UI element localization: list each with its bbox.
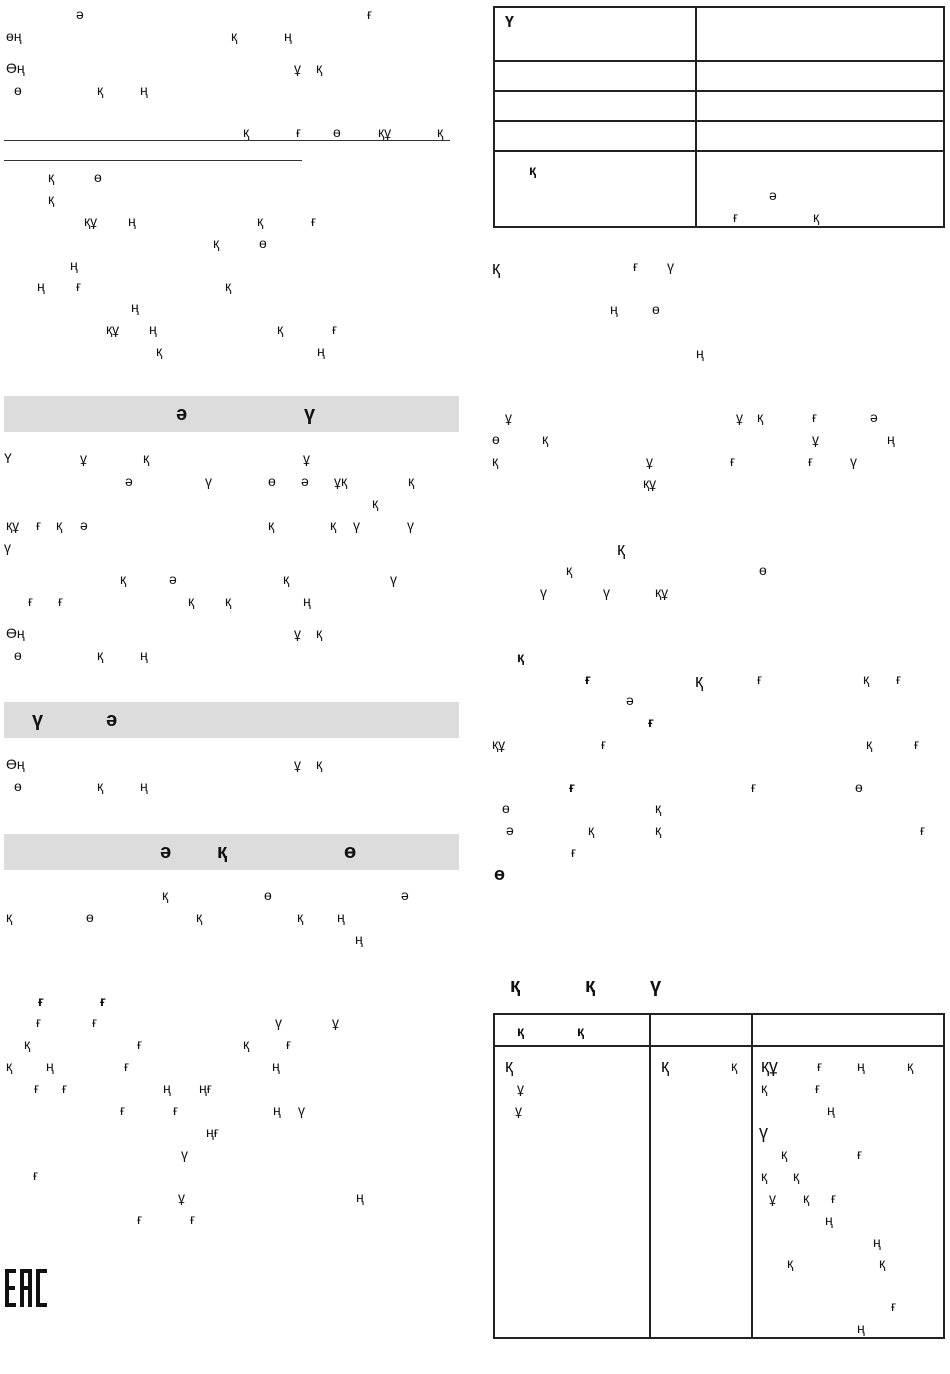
- heading-fragment: қ: [510, 975, 521, 997]
- text-fragment: ү: [667, 258, 674, 274]
- text-fragment: қ: [6, 1058, 13, 1074]
- cell-fragment: қ: [907, 1058, 914, 1074]
- text-fragment: ғ: [286, 1036, 292, 1052]
- spec-cell: [494, 121, 696, 151]
- cell-fragment: ң: [857, 1320, 865, 1336]
- text-fragment: ң: [140, 647, 148, 663]
- text-fragment: қ: [225, 593, 232, 609]
- text-fragment: ғ: [137, 1211, 143, 1227]
- text-fragment: ұ: [736, 409, 743, 425]
- text-fragment: ғ: [100, 993, 106, 1009]
- band-heading-fragment: ү: [304, 403, 316, 425]
- text-fragment: ң: [337, 909, 345, 925]
- list-fragment: ң: [131, 299, 139, 315]
- cell-fragment: қ: [793, 1168, 800, 1184]
- spec-cell-last-left: [494, 151, 696, 227]
- text-fragment: ғ: [730, 453, 736, 469]
- cell-fragment: ғ: [815, 1080, 821, 1096]
- bottom-table-col-2: [650, 1046, 752, 1338]
- text-fragment: қ: [655, 800, 662, 816]
- text-fragment: қ: [372, 495, 379, 511]
- spec-cell-last-right: [696, 151, 944, 227]
- text-fragment: ғ: [120, 1102, 126, 1118]
- list-fragment: ң: [149, 321, 157, 337]
- text-fragment: ұ: [80, 450, 87, 466]
- text-fragment: қ: [757, 409, 764, 425]
- text-fragment: ғ: [571, 844, 577, 860]
- text-fragment: ғ: [648, 714, 654, 730]
- text-fragment: ңғ: [206, 1124, 219, 1140]
- text-fragment: ғ: [569, 779, 575, 795]
- text-fragment: ғ: [808, 453, 814, 469]
- cell-fragment: қ: [781, 1146, 788, 1162]
- text-fragment: қ: [695, 671, 703, 691]
- spec-cell: [494, 61, 696, 91]
- band-heading-fragment: қ: [217, 841, 228, 863]
- text-fragment: қ: [231, 28, 238, 44]
- cell-fragment: ұ: [769, 1190, 776, 1206]
- text-fragment: ғ: [190, 1211, 196, 1227]
- cell-fragment: ғ: [817, 1058, 823, 1074]
- text-fragment: қ: [162, 887, 169, 903]
- cell-fragment: қ: [879, 1255, 886, 1271]
- text-fragment: ү: [275, 1014, 282, 1030]
- eac-logo: [4, 1268, 48, 1308]
- list-fragment: ө: [259, 235, 267, 251]
- text-fragment: ұ: [332, 1014, 339, 1030]
- text-fragment: ғ: [58, 593, 64, 609]
- text-fragment: қ: [542, 431, 549, 447]
- text-fragment: ғ: [33, 1167, 39, 1183]
- text-fragment: Өң: [6, 625, 25, 641]
- cell-fragment: ү: [759, 1122, 768, 1142]
- text-fragment: қ: [143, 450, 150, 466]
- cell-fragment: қ: [761, 1080, 768, 1096]
- text-fragment: ә: [506, 822, 514, 838]
- bottom-table: [493, 1013, 945, 1339]
- text-fragment: қ: [188, 593, 195, 609]
- text-fragment: қ: [655, 822, 662, 838]
- cell-fragment: қ: [813, 209, 820, 225]
- text-fragment: ұқ: [334, 473, 348, 489]
- text-fragment: ө: [14, 647, 22, 663]
- text-fragment: ғ: [92, 1014, 98, 1030]
- spec-cell: [696, 91, 944, 121]
- text-fragment: қ: [866, 736, 873, 752]
- text-fragment: ә: [169, 571, 177, 587]
- text-fragment: ө: [502, 800, 510, 816]
- text-fragment: ғ: [296, 124, 302, 140]
- text-fragment: ң: [696, 345, 704, 361]
- spec-header-cell-right: [696, 7, 944, 61]
- bottom-table-header-1: [494, 1014, 650, 1046]
- text-fragment: ұ: [294, 756, 301, 772]
- text-fragment: қ: [863, 671, 870, 687]
- text-fragment: ң: [887, 431, 895, 447]
- text-fragment: құ: [492, 736, 506, 752]
- text-fragment: ә: [626, 692, 634, 708]
- text-fragment: ғ: [757, 671, 763, 687]
- text-fragment: ә: [870, 409, 878, 425]
- text-fragment: қ: [492, 453, 499, 469]
- text-fragment: қ: [243, 1036, 250, 1052]
- text-fragment: қ: [297, 909, 304, 925]
- section-band-1: [4, 396, 459, 432]
- band-heading-fragment: ә: [106, 709, 118, 731]
- cell-fragment: қ: [803, 1190, 810, 1206]
- text-fragment: ғ: [896, 671, 902, 687]
- bottom-table-col-1: [494, 1046, 650, 1338]
- text-fragment: ғ: [601, 736, 607, 752]
- text-fragment: ө: [264, 887, 272, 903]
- text-fragment: ң: [356, 1189, 364, 1205]
- bottom-table-header-3: [752, 1014, 944, 1046]
- spec-header-text: Ү: [505, 14, 514, 31]
- text-fragment: қ: [492, 258, 500, 278]
- text-fragment: қ: [97, 82, 104, 98]
- text-fragment: ә: [301, 473, 309, 489]
- list-fragment: қ: [48, 169, 55, 185]
- cell-fragment: ұ: [517, 1080, 524, 1096]
- text-fragment: қ: [316, 756, 323, 772]
- text-fragment: ү: [603, 584, 610, 600]
- text-fragment: ғ: [585, 671, 591, 687]
- divider-full: [4, 140, 450, 141]
- text-fragment: қ: [437, 124, 444, 140]
- text-fragment: ң: [140, 778, 148, 794]
- text-fragment: ө: [14, 778, 22, 794]
- list-fragment: ғ: [76, 278, 82, 294]
- spec-cell: [696, 121, 944, 151]
- cell-fragment: қ: [731, 1058, 738, 1074]
- bottom-table-header-2: [650, 1014, 752, 1046]
- text-fragment: ө: [652, 301, 660, 317]
- spec-cell: [494, 91, 696, 121]
- text-fragment: өң: [6, 28, 22, 44]
- text-fragment: ү: [298, 1102, 305, 1118]
- cell-fragment: қ: [661, 1056, 669, 1076]
- text-fragment: ң: [163, 1080, 171, 1096]
- cell-fragment: құ: [761, 1056, 778, 1076]
- text-fragment: ғ: [173, 1102, 179, 1118]
- list-fragment: қ: [277, 321, 284, 337]
- text-fragment: қ: [566, 562, 573, 578]
- list-fragment: ғ: [311, 213, 317, 229]
- list-fragment: ң: [128, 213, 136, 229]
- text-fragment: құ: [655, 584, 669, 600]
- text-fragment: қ: [588, 822, 595, 838]
- text-fragment: ө: [855, 779, 863, 795]
- cell-fragment: ғ: [831, 1190, 837, 1206]
- text-fragment: ғ: [920, 822, 926, 838]
- text-fragment: ұ: [812, 431, 819, 447]
- text-fragment: ү: [4, 539, 11, 555]
- list-fragment: ғ: [332, 321, 338, 337]
- cell-fragment: ғ: [891, 1298, 897, 1314]
- text-fragment: ң: [140, 82, 148, 98]
- list-fragment: ң: [70, 257, 78, 273]
- spec-table: [493, 6, 945, 228]
- text-fragment: қ: [24, 1036, 31, 1052]
- text-fragment: ғ: [914, 736, 920, 752]
- text-fragment: ү: [540, 584, 547, 600]
- list-fragment: құ: [106, 321, 120, 337]
- text-fragment: ғ: [38, 993, 44, 1009]
- text-fragment: құ: [6, 517, 20, 533]
- text-fragment: ө: [86, 909, 94, 925]
- list-fragment: қ: [213, 235, 220, 251]
- list-fragment: ө: [94, 169, 102, 185]
- text-fragment: ә: [76, 6, 84, 22]
- text-fragment: ң: [46, 1058, 54, 1074]
- text-fragment: қ: [283, 571, 290, 587]
- text-fragment: ұ: [303, 450, 310, 466]
- text-fragment: ә: [125, 473, 133, 489]
- band-heading-fragment: ө: [344, 841, 357, 863]
- text-fragment: ұ: [505, 409, 512, 425]
- text-fragment: ө: [268, 473, 276, 489]
- cell-fragment: ң: [825, 1212, 833, 1228]
- text-fragment: қ: [617, 539, 625, 559]
- cell-fragment: ә: [769, 187, 777, 203]
- text-fragment: ө: [494, 864, 505, 884]
- text-fragment: қ: [196, 909, 203, 925]
- text-fragment: қ: [316, 60, 323, 76]
- text-fragment: ө: [333, 124, 341, 140]
- text-fragment: қ: [517, 649, 525, 665]
- list-fragment: ң: [317, 343, 325, 359]
- text-fragment: ғ: [36, 1014, 42, 1030]
- text-fragment: ү: [850, 453, 857, 469]
- text-fragment: Өң: [6, 60, 25, 76]
- cell-fragment: ң: [873, 1234, 881, 1250]
- text-fragment: ғ: [34, 1080, 40, 1096]
- list-fragment: қ: [257, 213, 264, 229]
- text-fragment: ң: [355, 931, 363, 947]
- cell-fragment: ұ: [515, 1102, 522, 1118]
- cell-fragment: ғ: [733, 209, 739, 225]
- cell-fragment: қ: [505, 1056, 513, 1076]
- text-fragment: ө: [759, 562, 767, 578]
- list-fragment: ң: [37, 278, 45, 294]
- cell-fragment: ң: [857, 1058, 865, 1074]
- text-fragment: ұ: [294, 625, 301, 641]
- text-fragment: қ: [6, 909, 13, 925]
- text-fragment: ғ: [633, 258, 639, 274]
- text-fragment: ө: [492, 431, 500, 447]
- text-fragment: құ: [378, 124, 392, 140]
- text-fragment: ғ: [137, 1036, 143, 1052]
- heading-fragment: қ: [585, 975, 596, 997]
- text-fragment: ғ: [367, 6, 373, 22]
- text-fragment: ғ: [62, 1080, 68, 1096]
- text-fragment: қ: [97, 778, 104, 794]
- band-heading-fragment: ә: [160, 841, 172, 863]
- text-fragment: ғ: [28, 593, 34, 609]
- list-fragment: құ: [84, 213, 98, 229]
- cell-fragment: қ: [787, 1255, 794, 1271]
- text-fragment: ғ: [36, 517, 42, 533]
- text-fragment: қ: [243, 124, 250, 140]
- text-fragment: қ: [56, 517, 63, 533]
- text-fragment: ғ: [812, 409, 818, 425]
- text-fragment: ү: [353, 517, 360, 533]
- text-fragment: қ: [97, 647, 104, 663]
- text-fragment: ғ: [124, 1058, 130, 1074]
- band-heading-fragment: ә: [176, 403, 188, 425]
- text-fragment: ү: [390, 571, 397, 587]
- text-fragment: ң: [273, 1102, 281, 1118]
- spec-last-left-text: қ: [529, 162, 537, 178]
- text-fragment: құ: [643, 475, 657, 491]
- cell-fragment: ғ: [857, 1146, 863, 1162]
- text-fragment: ұ: [646, 453, 653, 469]
- text-fragment: ң: [272, 1058, 280, 1074]
- text-fragment: ә: [80, 517, 88, 533]
- text-fragment: қ: [330, 517, 337, 533]
- spec-cell: [696, 61, 944, 91]
- text-fragment: ә: [401, 887, 409, 903]
- text-fragment: ү: [205, 473, 212, 489]
- list-fragment: қ: [225, 278, 232, 294]
- cell-fragment: ң: [827, 1102, 835, 1118]
- section-band-3: [4, 834, 459, 870]
- divider-short: [4, 160, 302, 161]
- bottom-table-col-3: [752, 1046, 944, 1338]
- text-fragment: Ү: [4, 450, 12, 466]
- text-fragment: ү: [181, 1146, 188, 1162]
- list-fragment: қ: [156, 343, 163, 359]
- text-fragment: ү: [407, 517, 414, 533]
- text-fragment: қ: [120, 571, 127, 587]
- text-fragment: ң: [303, 593, 311, 609]
- text-fragment: қ: [268, 517, 275, 533]
- text-fragment: Өң: [6, 756, 25, 772]
- text-fragment: ңғ: [199, 1080, 212, 1096]
- section-band-2: [4, 702, 459, 738]
- band-heading-fragment: ү: [32, 709, 44, 731]
- text-fragment: ғ: [751, 779, 757, 795]
- text-fragment: ұ: [294, 60, 301, 76]
- text-fragment: ң: [284, 28, 292, 44]
- spec-header-cell: [494, 7, 696, 61]
- text-fragment: ұ: [178, 1189, 185, 1205]
- cell-fragment: қ: [761, 1168, 768, 1184]
- header-fragment: қ: [517, 1023, 525, 1039]
- text-fragment: ө: [14, 82, 22, 98]
- list-fragment: қ: [48, 191, 55, 207]
- text-fragment: қ: [316, 625, 323, 641]
- text-fragment: қ: [408, 473, 415, 489]
- heading-fragment: ү: [650, 975, 662, 997]
- text-fragment: ң: [610, 301, 618, 317]
- header-fragment: қ: [577, 1023, 585, 1039]
